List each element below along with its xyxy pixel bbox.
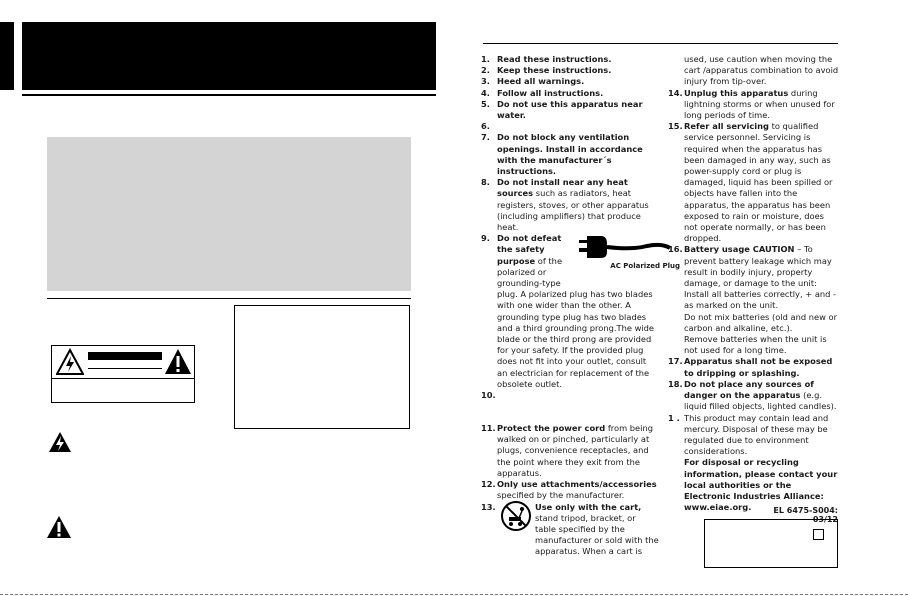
instruction-number: 9. xyxy=(481,233,490,244)
lightning-triangle-icon xyxy=(56,348,84,376)
lightning-triangle-icon xyxy=(48,431,72,453)
document-code: EL 6475-S004: 03/12 xyxy=(773,506,838,524)
instruction-number: 3. xyxy=(481,76,490,87)
instruction-heading: Apparatus shall not be exposed to dripping or splashing. xyxy=(684,356,833,378)
instruction-heading: Refer all servicing xyxy=(684,121,769,132)
instruction-text: during lightning storms or when unused for long periods of time. xyxy=(684,87,835,121)
instruction-text: of the polarized or grounding-type plug. A polarized plug has two blades with one wider than the other. A grounding type plug has two blades and a third grounding prong.The wide blade or the third prong are provided for your safety. If the provided plug does not fit into your outlet, consult an electrician for replacement of the obsolete outlet. xyxy=(497,255,655,389)
instruction-number: 15. xyxy=(668,121,683,132)
instructions-column-left xyxy=(481,54,659,558)
top-rule xyxy=(483,43,838,44)
instruction-item xyxy=(668,121,840,244)
instruction-number: 1 . xyxy=(668,412,680,423)
instruction-heading: Read these instructions. xyxy=(497,54,612,64)
caution-label-divider xyxy=(52,378,194,379)
instruction-heading: Do not block any ventilation openings. Install in accordance with the manufacturer´s instructions. xyxy=(497,132,643,177)
instruction-text: (e.g. liquid filled objects, lighted candles). xyxy=(684,390,837,412)
instruction-item xyxy=(668,244,840,289)
instruction-heading: Do not use this apparatus near water. xyxy=(497,98,643,121)
exclamation-triangle-icon xyxy=(164,348,192,376)
instruction-number: 17. xyxy=(668,356,683,367)
instruction-item xyxy=(668,334,840,356)
instruction-item xyxy=(481,99,659,121)
instruction-number: 13. xyxy=(481,501,496,512)
exclamation-triangle-icon xyxy=(46,515,72,539)
instruction-heading: Use only with the cart, xyxy=(535,501,642,512)
instruction-text: stand tripod, bracket, or table specified by the manufacturer or sold with the apparatus. When a cart is xyxy=(535,512,659,557)
caution-label xyxy=(51,345,195,403)
instruction-item xyxy=(481,177,659,233)
info-box xyxy=(234,305,410,429)
instruction-item xyxy=(668,379,840,413)
instruction-heading: Heed all warnings. xyxy=(497,76,585,87)
instruction-number: 4. xyxy=(481,87,490,98)
instruction-item xyxy=(481,65,659,76)
instruction-heading: Do not place any sources of danger on the apparatus xyxy=(684,378,814,401)
instruction-item xyxy=(481,479,659,501)
instruction-text: Do not mix batteries (old and new or carbon and alkaline, etc.). xyxy=(684,311,838,333)
instruction-heading: Only use attachments/accessories xyxy=(497,479,657,490)
header-banner xyxy=(22,22,436,90)
instruction-heading: Battery usage CAUTION xyxy=(684,244,795,255)
instruction-number: 5. xyxy=(481,98,490,109)
warning-panel xyxy=(47,137,411,291)
page-bottom-rule xyxy=(0,594,908,595)
instruction-item xyxy=(668,356,840,378)
continued-text: used, use caution when moving the cart /apparatus combination to avoid injury from tip-over. xyxy=(684,54,839,87)
instruction-heading: For disposal or recycling information, please contact your local authorities or the Electronic Industries Alliance: www.eiae.org. xyxy=(684,457,838,513)
instruction-item xyxy=(481,132,659,177)
recycling-box xyxy=(704,519,838,568)
instruction-item xyxy=(668,312,840,334)
plug-caption: AC Polarized Plug xyxy=(610,262,680,270)
checkbox-square xyxy=(813,529,824,540)
instruction-number: 14. xyxy=(668,87,683,98)
instruction-item xyxy=(668,457,840,513)
caution-label-line xyxy=(88,368,162,369)
instruction-heading: Unplug this apparatus xyxy=(684,87,789,98)
instructions-column-right xyxy=(668,54,840,513)
instruction-item xyxy=(481,88,659,99)
instruction-number: 1. xyxy=(481,54,490,64)
header-rule xyxy=(22,94,436,96)
ac-plug-figure xyxy=(577,230,671,278)
instruction-heading: Follow all instructions. xyxy=(497,87,604,98)
instruction-item xyxy=(668,289,840,311)
instruction-heading: Do not defeat the safety purpose xyxy=(497,233,562,266)
caution-label-bar xyxy=(88,352,162,360)
instruction-text: – To prevent battery leakage which may result in bodily injury, property damage, or damage to the unit: xyxy=(684,244,832,289)
instruction-number: 10. xyxy=(481,390,496,401)
instruction-text: from being walked on or pinched, particularly at plugs, convenience receptacles, and the point where they exit from the apparatus. xyxy=(497,423,653,478)
instruction-text: Remove batteries when the unit is not used for a long time. xyxy=(684,334,827,356)
instruction-item xyxy=(668,88,840,122)
instruction-heading: Do not install near any heat sources xyxy=(497,177,628,199)
instruction-number: 6. xyxy=(481,121,490,132)
instruction-text: specified by the manufacturer. xyxy=(497,490,625,501)
instruction-number: 8. xyxy=(481,177,490,188)
instruction-number: 12. xyxy=(481,479,496,490)
page-edge-tab xyxy=(0,22,14,90)
instruction-number: 2. xyxy=(481,65,490,76)
instruction-item xyxy=(481,76,659,87)
instruction-text: such as radiators, heat registers, stoves, or other apparatus (including amplifiers) that produce heat. xyxy=(497,188,649,233)
instruction-text: This product may contain lead and mercury. Disposal of these may be regulated due to environment considerations. xyxy=(684,412,829,457)
instruction-text: to qualified service personnel. Servicing is required when the apparatus has been damaged in any way, such as power-supply cord or plug is damaged, liquid has been spilled or objects have fallen into the apparatus, the apparatus has been exposed to rain or moisture, does not operate normally, or has been dropped. xyxy=(684,121,833,244)
cart-warning-icon xyxy=(500,500,532,532)
instruction-heading: Keep these instructions. xyxy=(497,65,612,76)
instruction-number: 7. xyxy=(481,132,490,143)
section-divider xyxy=(47,298,411,299)
instruction-number: 16. xyxy=(668,244,683,255)
instruction-item xyxy=(481,54,659,65)
instruction-number: 18. xyxy=(668,378,683,389)
instruction-item xyxy=(668,413,840,458)
instruction-number: 11. xyxy=(481,423,496,434)
instruction-item xyxy=(481,423,659,479)
instruction-item xyxy=(481,390,659,423)
instruction-heading: Protect the power cord xyxy=(497,423,606,434)
instruction-item xyxy=(481,121,659,132)
instruction-text: Install all batteries correctly, + and - as marked on the unit. xyxy=(684,289,837,311)
